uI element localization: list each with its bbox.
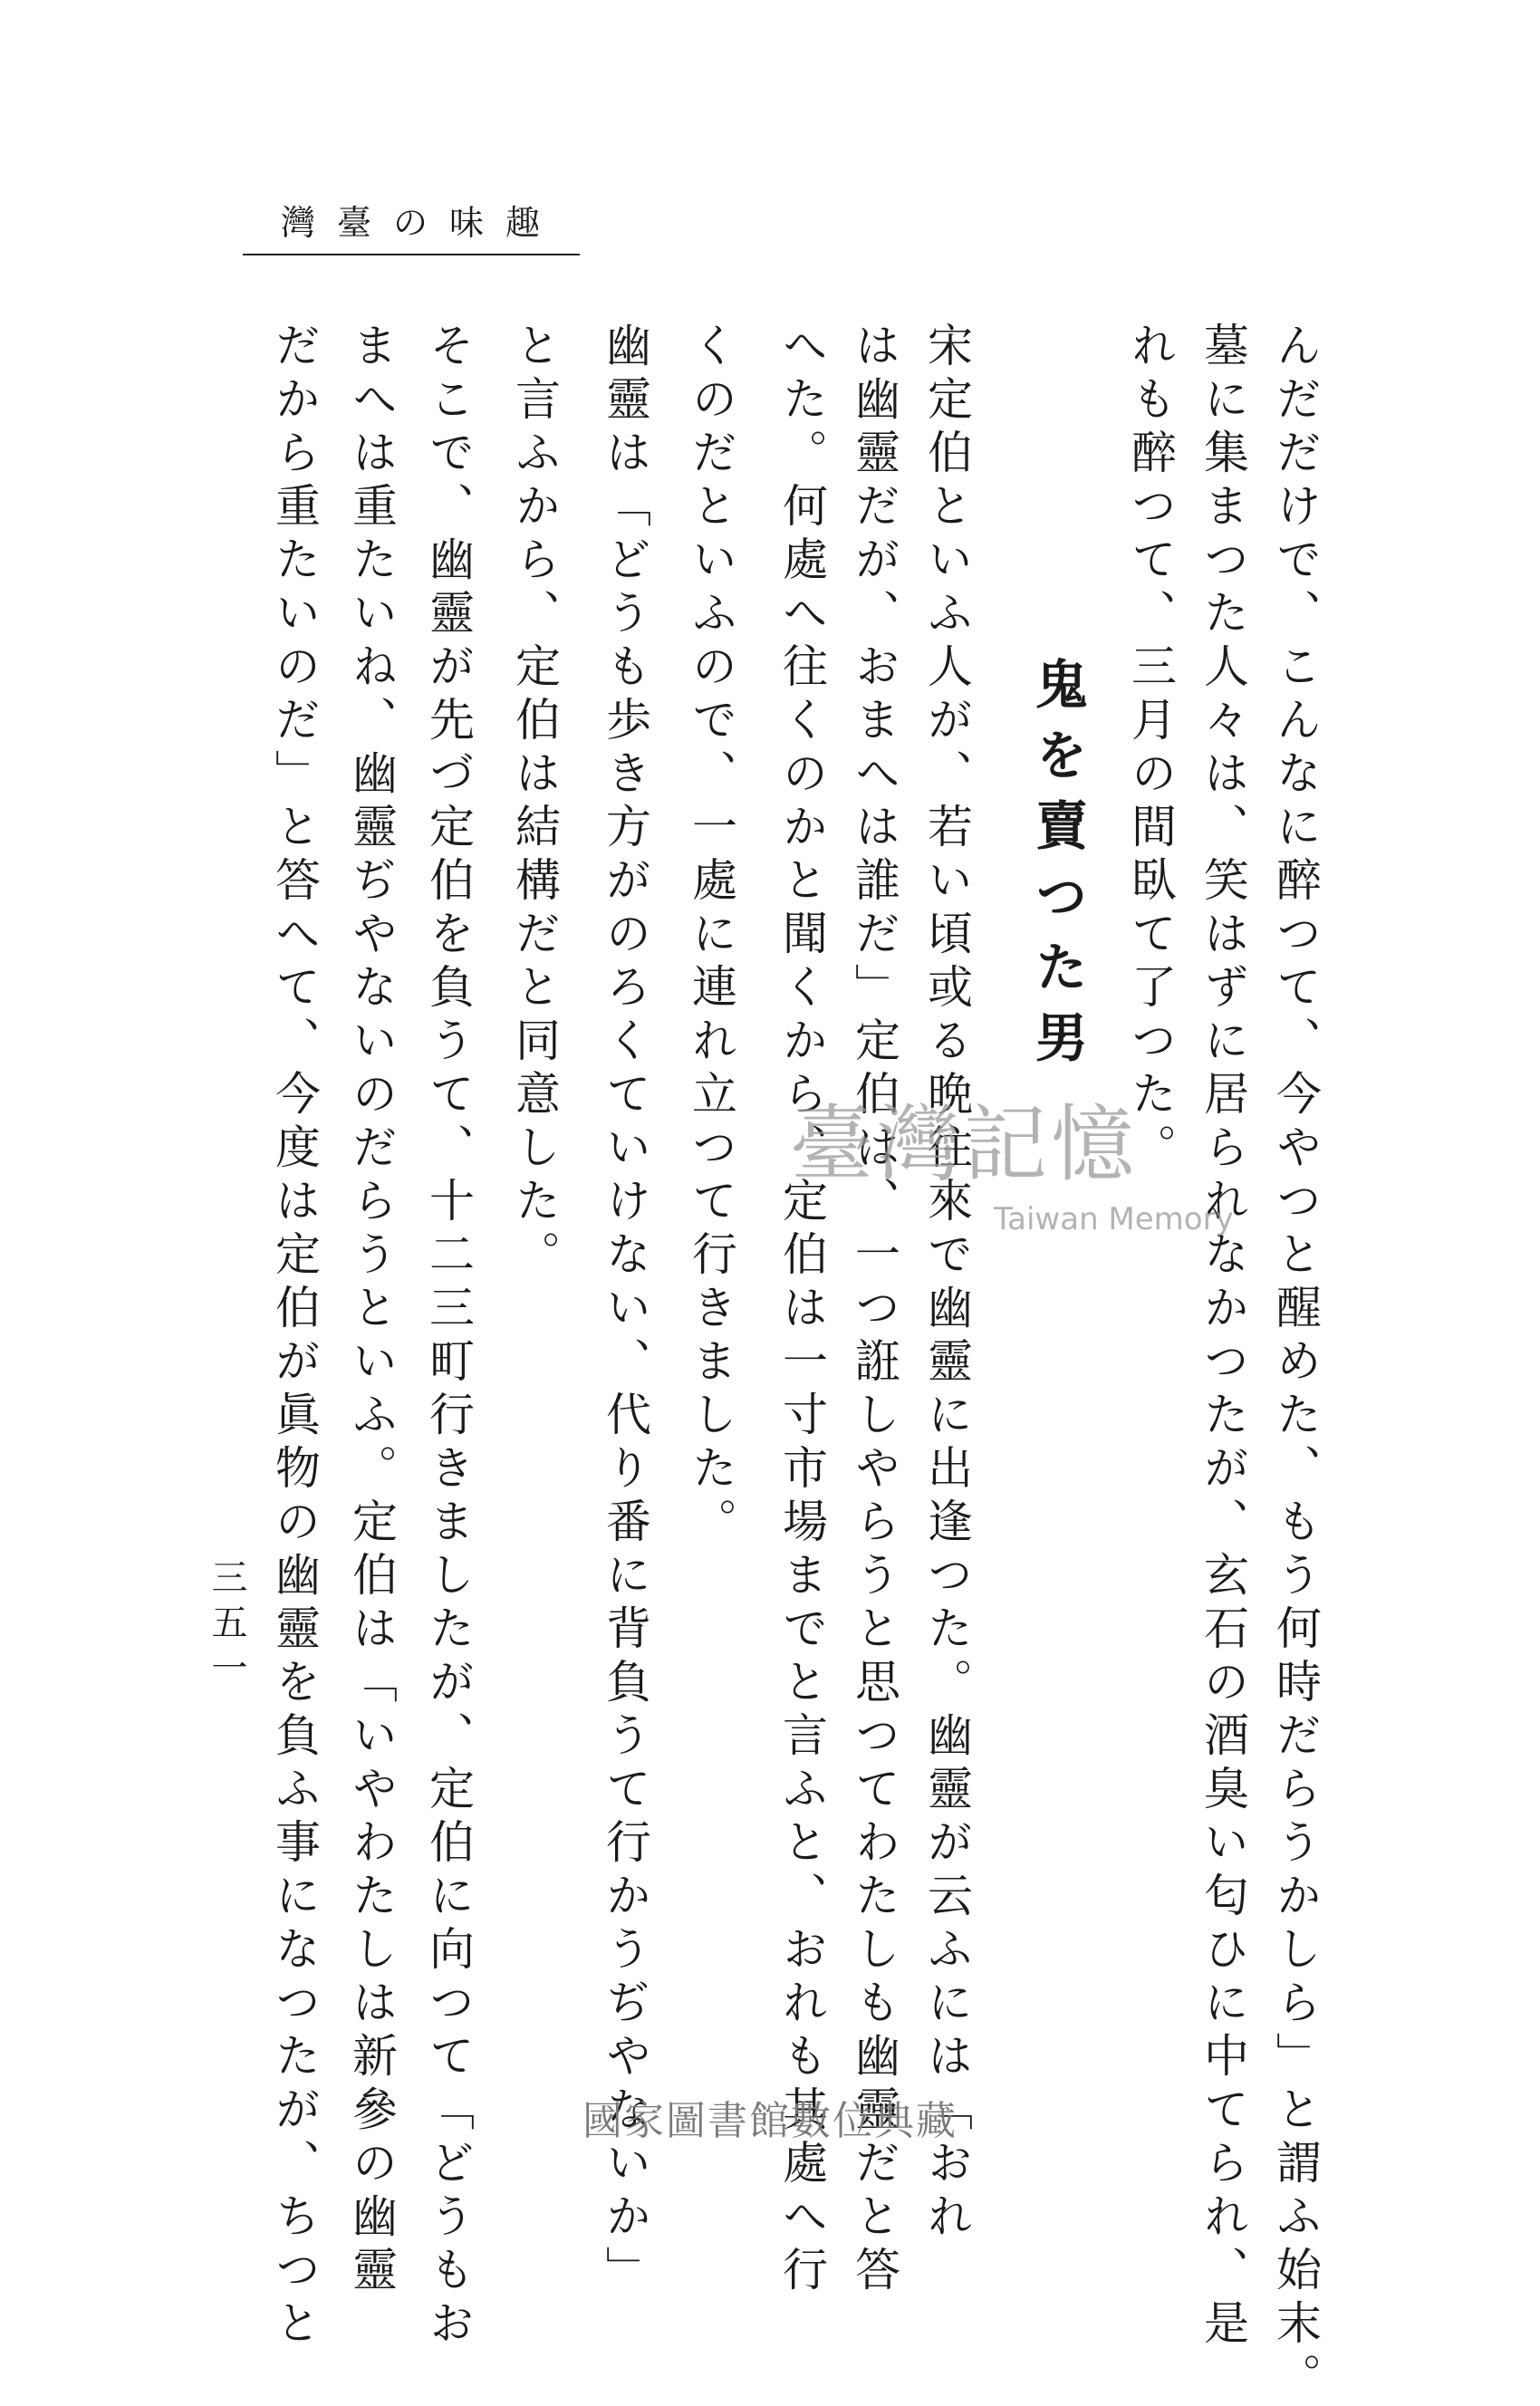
body-column: 宋定伯といふ人が、若い頃或る晩往來で幽靈に出逢つた。幽靈が云ふには「おれ — [920, 322, 973, 2246]
body-column: へた。何處へ往くのかと聞くから、定伯は一寸市場までと言ふと、おれも其處へ行 — [775, 322, 828, 2299]
watermark-cjk: 臺灣記憶 — [790, 1096, 1139, 1193]
page-number: 三五一 — [206, 1558, 247, 1694]
footer-library-name: 國家圖書館數位典藏 — [582, 2098, 958, 2144]
body-column: 墓に集まつた人々は、笑はずに居られなかつたが、玄石の酒臭い匂ひに中てられ、是 — [1197, 322, 1249, 2353]
body-column: は幽靈だが、おまへは誰だ」定伯は、一つ誑しやらうと思つてわたしも幽靈だと答 — [848, 322, 900, 2299]
header-rule — [243, 254, 580, 255]
body-column: そこで、幽靈が先づ定伯を負うて、十二三町行きましたが、定伯に向つて「どうもお — [422, 322, 475, 2353]
body-column: と言ふから、定伯は結構だと同意した。 — [508, 322, 561, 1284]
watermark-en: Taiwan Memory — [994, 1201, 1234, 1237]
body-column: くのだといふので、一處に連れ立つて行きました。 — [685, 322, 737, 1551]
watermark — [790, 1078, 1234, 1237]
body-column: んだだけで、こんなに醉つて、今やつと醒めた、もう何時だらうかしら」と謂ふ始末。 — [1269, 322, 1322, 2406]
body-column: だから重たいのだ」と答へて、今度は定伯が眞物の幽靈を負ふ事になつたが、ちつと — [268, 322, 321, 2353]
running-head: 灣臺の味趣 — [281, 203, 563, 243]
body-column: まへは重たいね、幽靈ぢやないのだらうといふ。定伯は「いやわたしは新參の幽靈 — [345, 322, 398, 2299]
body-column: 幽靈は「どうも歩き方がのろくていけない、代り番に背負うて行かうぢやないか」 — [599, 322, 651, 2299]
section-heading: 鬼を賣つた男 — [1026, 657, 1088, 1081]
body-column: れも醉つて、三月の間臥て了つた。 — [1124, 322, 1177, 1177]
